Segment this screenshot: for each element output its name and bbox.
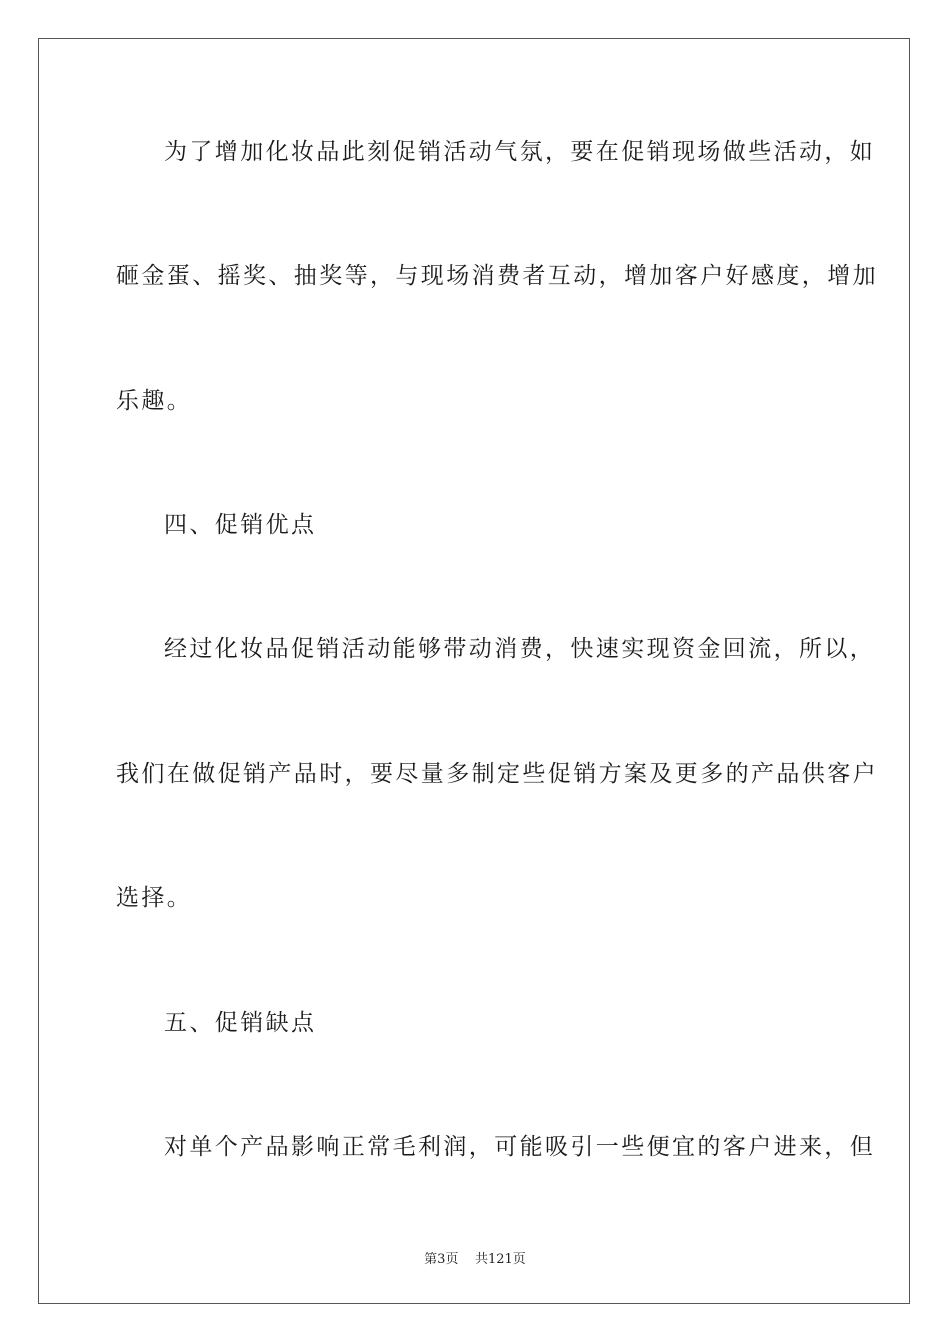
paragraph-line: 选择。 xyxy=(116,885,193,911)
paragraph-line: 为了增加化妆品此刻促销活动气氛，要在促销现场做些活动，如 xyxy=(164,139,876,165)
section-heading: 五、促销缺点 xyxy=(164,1010,317,1036)
page-footer xyxy=(0,1248,950,1267)
page-total: 共121页 xyxy=(474,1252,526,1267)
page-number: 第3页 xyxy=(424,1252,459,1267)
section-heading: 四、促销优点 xyxy=(164,512,317,538)
paragraph-line: 乐趣。 xyxy=(116,388,193,414)
page-border xyxy=(38,38,910,1304)
paragraph-line: 砸金蛋、摇奖、抽奖等，与现场消费者互动，增加客户好感度，增加 xyxy=(116,263,878,289)
paragraph-line: 对单个产品影响正常毛利润，可能吸引一些便宜的客户进来，但 xyxy=(164,1134,876,1160)
paragraph-line: 经过化妆品促销活动能够带动消费，快速实现资金回流，所以， xyxy=(164,636,876,662)
paragraph-line: 我们在做促销产品时，要尽量多制定些促销方案及更多的产品供客户 xyxy=(116,761,878,787)
